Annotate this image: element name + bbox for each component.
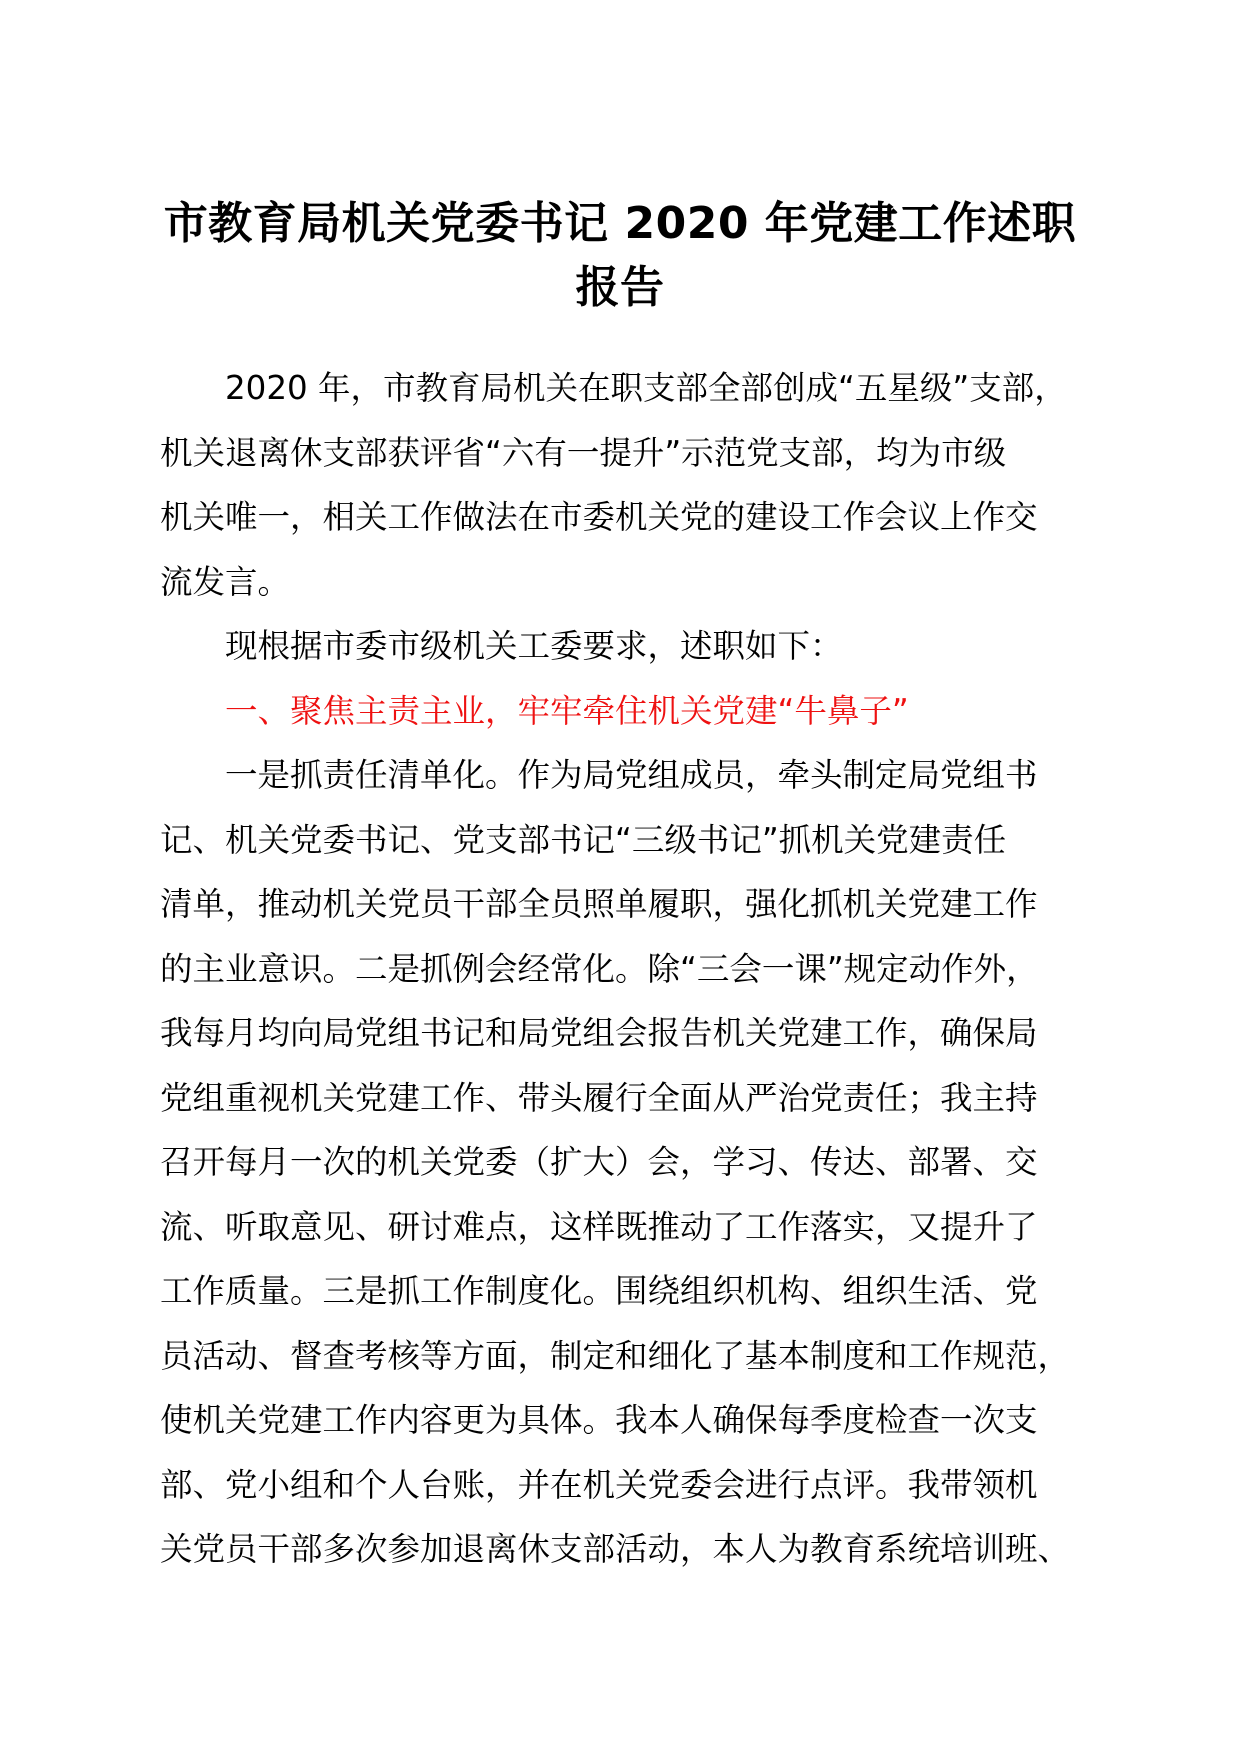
paragraph-3-line-13: 关党员干部多次参加退离休支部活动，本人为教育系统培训班、 <box>160 1530 1071 1568</box>
paragraph-3-line-9: 工作质量。三是抓工作制度化。围绕组织机构、组织生活、党 <box>160 1272 1038 1310</box>
document-title <box>150 192 1090 320</box>
paragraph-3-line-8: 流、听取意见、研讨难点，这样既推动了工作落实，又提升了 <box>160 1207 1038 1246</box>
title-line-1: 市教育局机关党委书记 2020 年党建工作述职 <box>163 198 1077 249</box>
paragraph-3-line-3: 清单，推动机关党员干部全员照单履职，强化抓机关党建工作 <box>160 885 1038 923</box>
title-line-2: 报告 <box>575 262 665 313</box>
paragraph-3-line-1: 一是抓责任清单化。作为局党组成员，牵头制定局党组书 <box>225 756 1038 794</box>
paragraph-3-line-10: 员活动、督查考核等方面，制定和细化了基本制度和工作规范， <box>160 1336 1071 1375</box>
paragraph-1-line-2: 机关退离休支部获评省“六有一提升”示范党支部，均为市级 <box>160 433 1007 472</box>
paragraph-3-line-11: 使机关党建工作内容更为具体。我本人确保每季度检查一次支 <box>160 1401 1038 1439</box>
paragraph-3-line-4: 的主业意识。二是抓例会经常化。除“三会一课”规定动作外， <box>160 949 1039 988</box>
paragraph-3-line-6: 党组重视机关党建工作、带头履行全面从严治党责任；我主持 <box>160 1078 1038 1117</box>
paragraph-1-line-3: 机关唯一，相关工作做法在市委机关党的建设工作会议上作交 <box>160 498 1038 536</box>
section-heading-1: 一、聚焦主责主业，牢牢牵住机关党建“牛鼻子” <box>225 691 909 730</box>
paragraph-3-line-7: 召开每月一次的机关党委（扩大）会，学习、传达、部署、交 <box>160 1143 1038 1181</box>
paragraph-3-line-5: 我每月均向局党组书记和局党组会报告机关党建工作，确保局 <box>160 1014 1038 1052</box>
paragraph-3-line-2: 记、机关党委书记、党支部书记“三级书记”抓机关党建责任 <box>160 820 1007 859</box>
paragraph-2-line-1: 现根据市委市级机关工委要求，述职如下： <box>225 627 843 665</box>
paragraph-1-line-4: 流发言。 <box>160 562 291 601</box>
paragraph-3-line-12: 部、党小组和个人台账，并在机关党委会进行点评。我带领机 <box>160 1465 1038 1504</box>
paragraph-1-line-1: 2020 年，市教育局机关在职支部全部创成“五星级”支部， <box>225 369 1067 407</box>
document-body <box>160 356 1100 1582</box>
